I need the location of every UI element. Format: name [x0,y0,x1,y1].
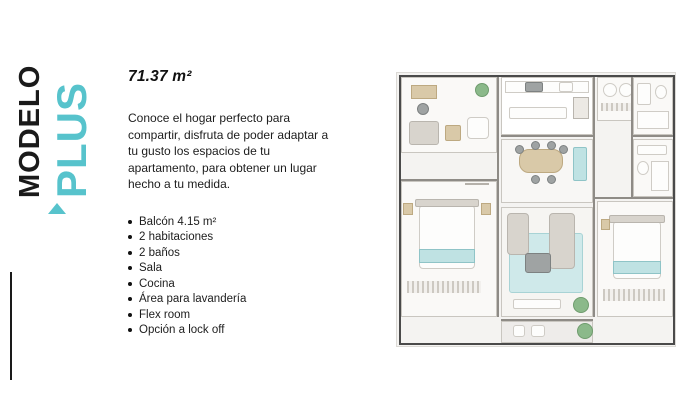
wall-interior-horizontal-c [593,197,673,199]
dining-chair [547,175,556,184]
kitchen-counter-top [505,81,589,93]
closet-right [603,289,665,301]
kitchen-island [509,107,567,119]
list-item-label: 2 habitaciones [139,231,214,243]
list-item [128,292,343,308]
list-item [128,323,343,339]
list-item [128,246,343,262]
vertical-divider-rule [10,272,12,380]
balcony-chair [513,325,525,337]
bedroom-left-door [465,183,489,185]
vertical-title-block [0,0,95,403]
balcony-table [531,325,545,337]
model-title-top: MODELO [14,64,46,198]
nightstand-right-bed [601,219,610,230]
wall-interior-horizontal-e [501,319,593,321]
main-toilet-icon [637,161,649,175]
bed-left-throw [419,249,475,263]
list-item-label: Balcón 4.15 m² [139,215,217,228]
bed-right-headboard [609,215,665,223]
nightstand-right [481,203,491,215]
kitchen-fridge [573,97,589,119]
bed-right-throw [613,261,661,274]
wall-interior-horizontal-a [501,135,593,137]
kitchen-sink [559,82,573,92]
balcony-plant-icon [577,323,593,339]
dining-chair [531,175,540,184]
list-item [128,261,343,277]
flex-room-side-table [445,125,461,141]
feature-list [128,215,343,339]
bathroom-vanity [637,83,651,105]
coffee-table [525,253,551,273]
plant-icon [475,83,489,97]
flex-room-sofa [409,121,439,145]
bullet-icon [128,266,132,270]
list-item [128,277,343,293]
living-loveseat [507,213,529,255]
tv-console [513,299,561,309]
area-heading: 71.37 m² [128,68,192,85]
dining-chair [515,145,524,154]
bullet-icon [128,282,132,286]
dining-chair [547,141,556,150]
nightstand-left [403,203,413,215]
list-item [128,230,343,246]
flex-room-chair [417,103,429,115]
wall-interior-horizontal-b [633,135,673,137]
bullet-icon [128,313,132,317]
kitchen-stove [525,82,543,92]
triangle-up-icon [48,203,66,214]
wall-exterior-left [399,75,401,345]
list-item [128,308,343,324]
wall-interior-vertical-c [631,77,633,197]
dining-chair [559,145,568,154]
flex-room-desk [411,85,437,99]
wall-exterior-bottom [401,343,673,345]
wall-interior-vertical-a [497,77,499,317]
plant-icon [573,297,589,313]
list-item-label: 2 baños [139,246,180,259]
apartment-floor-plan [396,72,676,347]
flex-room-armchair [467,117,489,139]
intro-paragraph: Conoce el hogar perfecto para compartir, disfruta de poder adaptar a tu gusto los espacios de tu apartamento, para obtener un lugar hecho a tu medida. [128,111,329,191]
model-title-bottom: PLUS [48,81,95,198]
list-item-label: Área para lavandería [139,293,247,305]
bullet-icon [128,220,132,224]
list-item-label: Flex room [139,308,191,321]
toilet-icon [655,85,667,99]
wall-interior-horizontal-d [401,179,497,181]
dining-console [573,147,587,181]
bullet-icon [128,235,132,239]
living-sofa [549,213,575,269]
main-shower-tray [651,161,669,191]
bullet-icon [128,297,132,301]
bed-left-headboard [415,199,479,207]
washer-icon [603,83,617,97]
list-item-label: Cocina [139,277,175,290]
list-item [128,215,343,231]
closet-left [407,281,481,293]
bullet-icon [128,328,132,332]
bullet-icon [128,251,132,255]
list-item-label: Sala [139,262,163,274]
shower-tray [637,111,669,129]
laundry-shelf [601,103,633,111]
description-column [128,68,343,339]
main-bath-vanity [637,145,667,155]
dining-chair [531,141,540,150]
dining-table [519,149,563,173]
list-item-label: Opción a lock off [139,324,225,336]
wall-exterior-right [673,75,675,345]
